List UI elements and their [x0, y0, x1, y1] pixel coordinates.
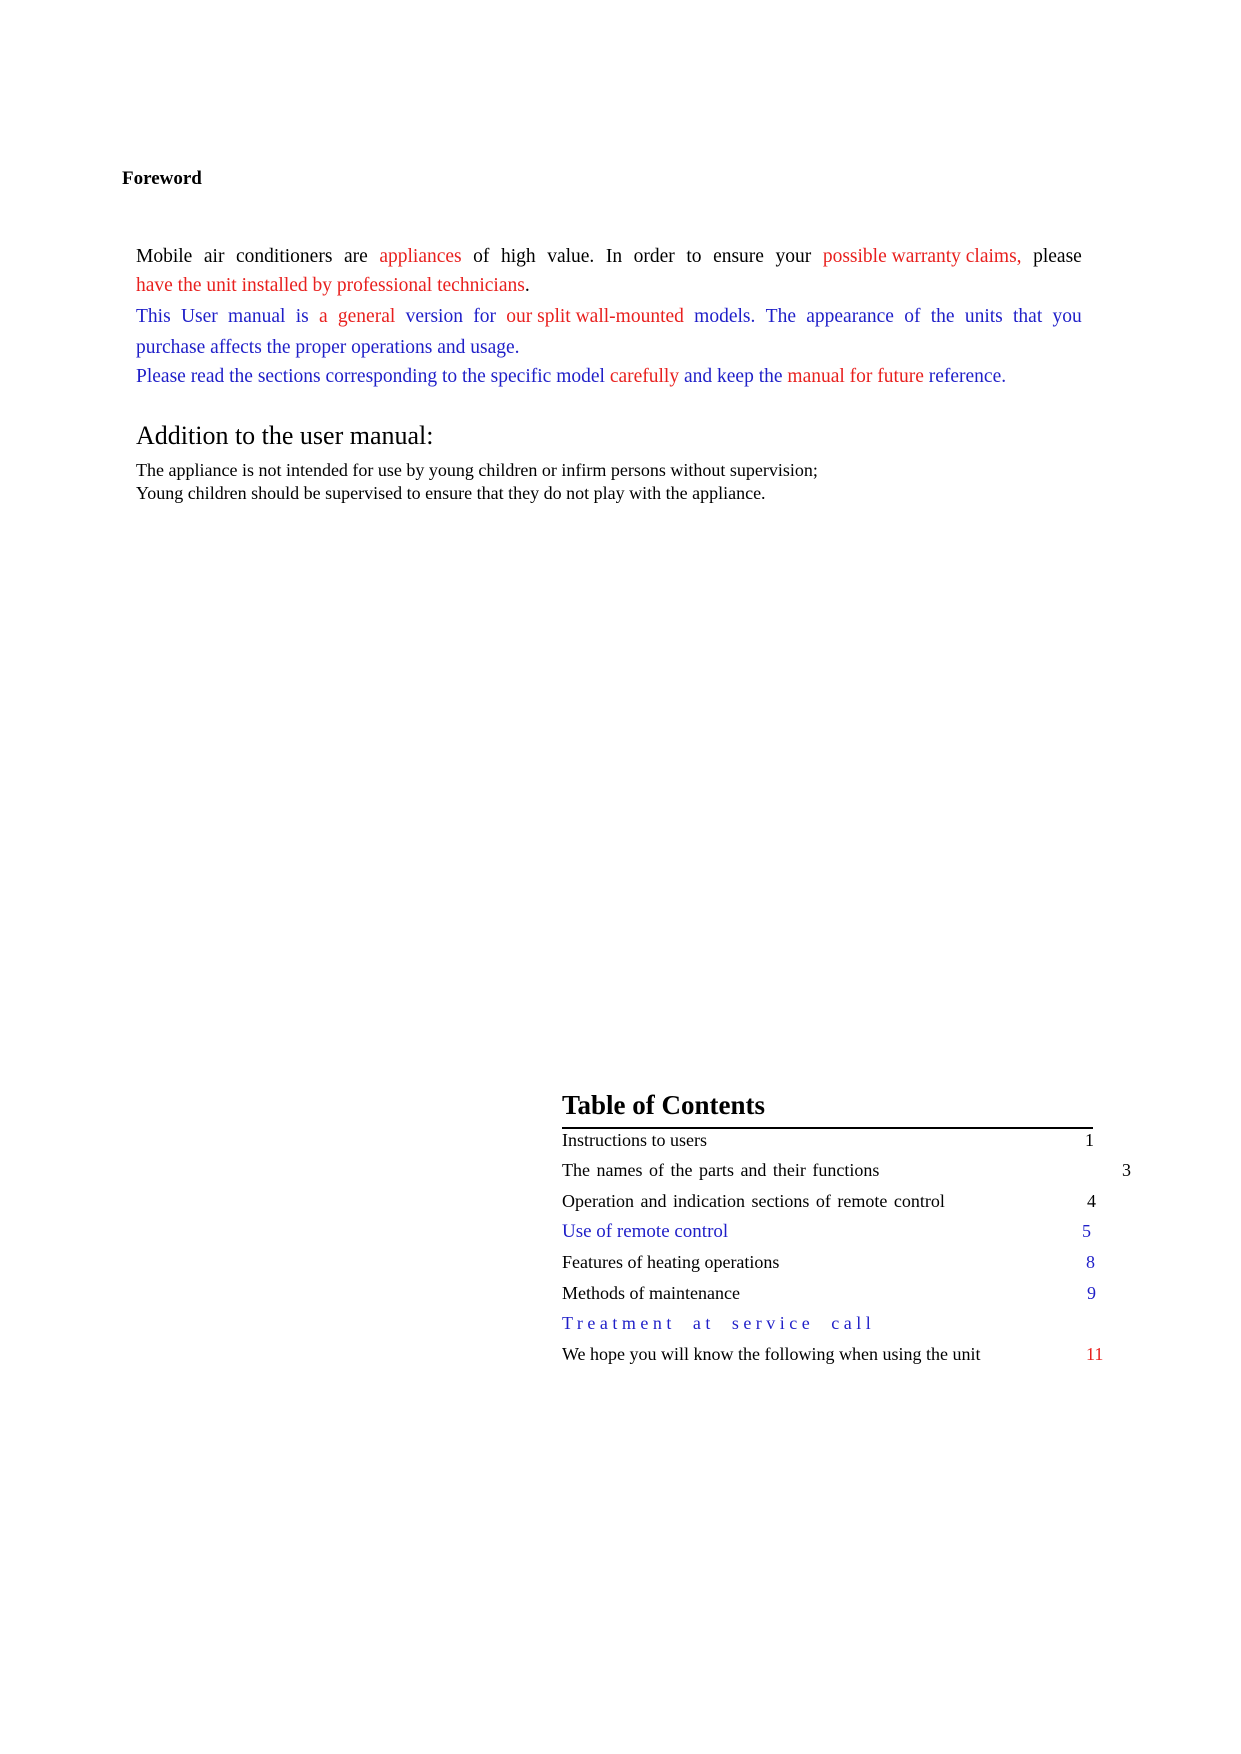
foreword-line-3: This User manual is a general version for our split wall-mounted models. The appearance of the units that you	[136, 306, 1082, 327]
addition-body	[136, 459, 818, 505]
foreword-line-4: purchase affects the proper operations and usage.	[136, 337, 520, 358]
addition-line-2: Young children should be supervised to ensure that they do not play with the appliance.	[136, 483, 766, 503]
toc-item-page: 9	[1087, 1283, 1096, 1303]
toc-item-label: Features of heating operations	[562, 1252, 780, 1272]
toc-item-label: The names of the parts and their functions	[562, 1160, 880, 1180]
toc-item-page: 1	[1085, 1130, 1094, 1150]
toc-item-page: 5	[1082, 1221, 1091, 1241]
toc-item-label: Operation and indication sections of remote control	[562, 1191, 945, 1211]
addition-line-1: The appliance is not intended for use by young children or infirm persons without supervision;	[136, 460, 818, 480]
toc-item-label: Methods of maintenance	[562, 1283, 740, 1303]
foreword-heading: Foreword	[122, 168, 202, 189]
foreword-line-5: Please read the sections corresponding to the specific model carefully and keep the manual for future reference.	[136, 366, 1007, 387]
toc-item-page: 4	[1087, 1191, 1096, 1211]
foreword-line-1: Mobile air conditioners are appliances of high value. In order to ensure your possible warranty claims, please	[136, 246, 1082, 267]
toc-item-page: 3	[1122, 1160, 1131, 1180]
toc-item-label: Instructions to users	[562, 1130, 707, 1150]
toc-divider	[562, 1127, 1093, 1129]
toc-item-page: 8	[1086, 1252, 1095, 1272]
toc-heading: Table of Contents	[562, 1090, 766, 1120]
toc-item-label: Treatment at service call	[562, 1313, 876, 1333]
foreword-line-2: have the unit installed by professional technicians.	[136, 275, 530, 296]
addition-heading: Addition to the user manual:	[136, 421, 434, 450]
toc-item-label: Use of remote control	[562, 1221, 729, 1242]
toc-item-page: 11	[1086, 1344, 1104, 1364]
toc-item-label: We hope you will know the following when using the unit	[562, 1344, 981, 1364]
